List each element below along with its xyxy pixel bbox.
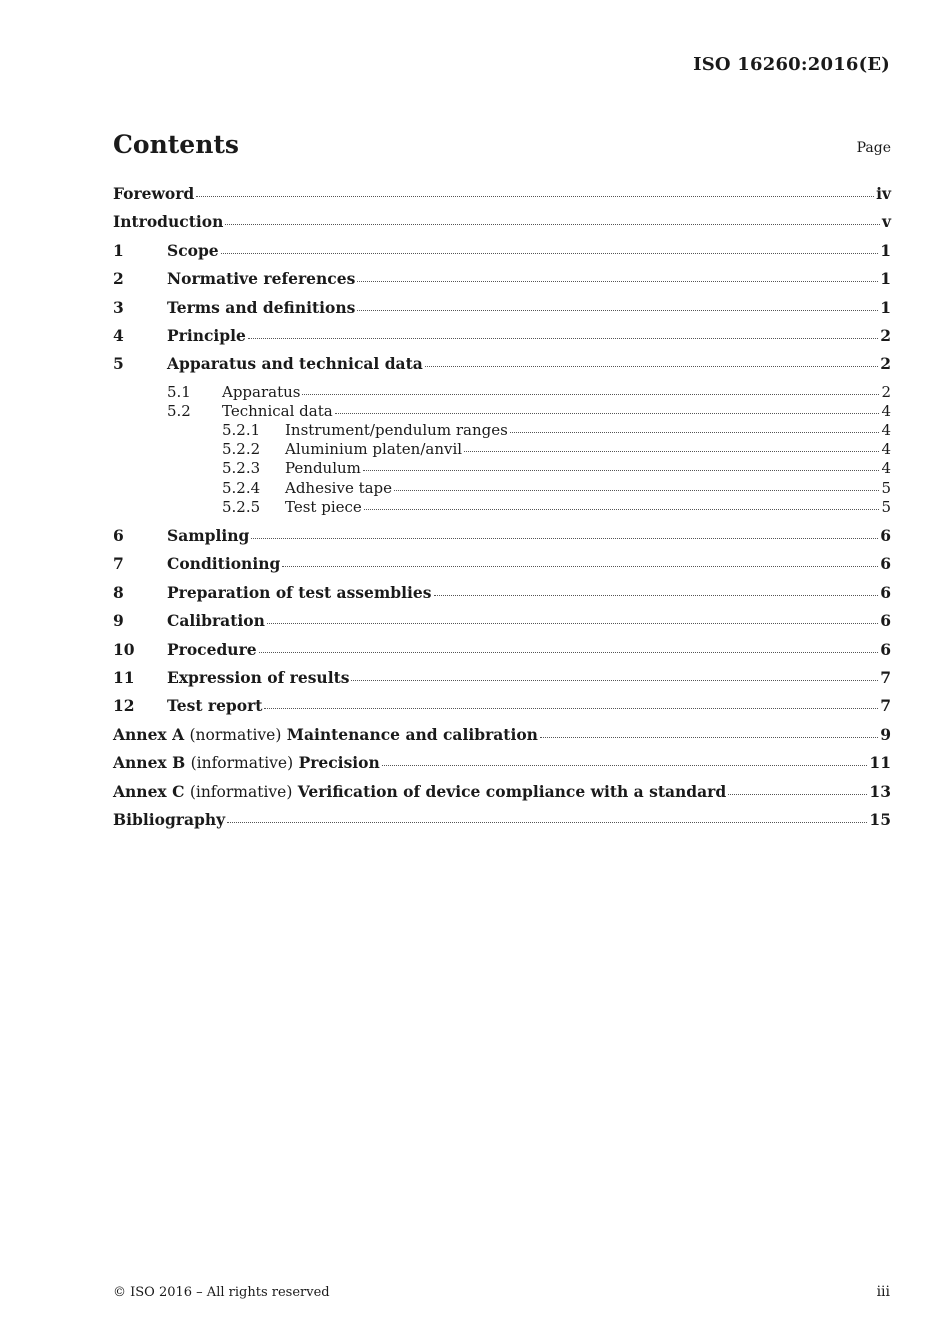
toc-entry[interactable]: [113, 402, 891, 421]
toc-entry-page: 13: [869, 781, 891, 801]
dot-leader: [357, 310, 878, 311]
dot-leader: [394, 490, 879, 491]
toc-entry-page: 1: [880, 297, 891, 317]
toc-entry-page: 1: [880, 269, 891, 289]
annex-label: Annex B: [113, 753, 186, 773]
toc-entry-page: 6: [880, 582, 891, 602]
toc-entry-page: 6: [880, 554, 891, 574]
toc-entry-number: 5.2.4: [222, 478, 261, 497]
toc-entry-page: 11: [869, 753, 891, 773]
dot-leader: [357, 281, 878, 282]
toc-entry-number: 5.1: [167, 382, 191, 401]
toc-entry-title: Introduction: [113, 212, 224, 232]
dot-leader: [728, 794, 867, 795]
toc-entry-number: 6: [113, 526, 124, 546]
toc-entry[interactable]: [113, 479, 891, 498]
toc-entry-title: [113, 782, 726, 801]
dot-leader: [251, 538, 878, 539]
toc-entry-page: 5: [881, 497, 891, 516]
dot-leader: [351, 680, 878, 681]
toc-entry-number: 2: [113, 269, 124, 289]
toc-entry-page: iv: [876, 184, 891, 203]
dot-leader: [425, 366, 878, 367]
toc-entry-page: 7: [880, 696, 891, 716]
annex-title: Maintenance and calibration: [286, 724, 538, 744]
dot-leader: [196, 196, 874, 197]
toc-entry[interactable]: [113, 753, 891, 781]
toc-entry-title: Normative references: [167, 269, 356, 289]
toc-entry-page: 2: [880, 354, 891, 374]
toc-entry[interactable]: [113, 611, 891, 639]
toc-entry-number: 8: [113, 582, 124, 602]
toc-entry[interactable]: [113, 810, 891, 838]
dot-leader: [225, 224, 880, 225]
toc-heading-row: [113, 130, 891, 159]
toc-entry-title: Sampling: [167, 526, 250, 546]
toc-entry[interactable]: [113, 583, 891, 611]
dot-leader: [302, 394, 879, 395]
toc-entry-title: [113, 725, 538, 744]
toc-entry-number: 11: [113, 668, 135, 687]
toc-entry-number: 3: [113, 297, 124, 317]
toc-entry-title: Technical data: [222, 401, 333, 420]
toc-entry-number: 5.2.3: [222, 459, 261, 478]
dot-leader: [267, 623, 878, 624]
toc-entry[interactable]: [113, 269, 891, 297]
toc-entry-title: Adhesive tape: [285, 478, 393, 497]
toc-entry-number: 4: [113, 325, 124, 345]
document-reference: ISO 16260:2016(E): [693, 54, 890, 75]
toc-entry-number: 5.2: [167, 401, 191, 420]
toc-entry-number: 5.2.5: [222, 497, 261, 516]
dot-leader: [227, 822, 867, 823]
page-number: iii: [876, 1284, 890, 1300]
dot-leader: [335, 413, 880, 414]
dot-leader: [540, 737, 878, 738]
toc-entry-number: 7: [113, 554, 124, 574]
toc-entry[interactable]: [113, 326, 891, 354]
toc-entry-title: Apparatus: [222, 382, 301, 401]
toc-entry[interactable]: [113, 554, 891, 582]
toc-entry[interactable]: [113, 668, 891, 696]
dot-leader: [221, 253, 879, 254]
annex-label: Annex A: [113, 724, 185, 744]
toc-entry[interactable]: [113, 526, 891, 554]
annex-type: (informative): [189, 782, 293, 801]
toc-entry[interactable]: [113, 421, 891, 440]
toc-entry[interactable]: [113, 212, 891, 240]
toc-entry-title: [113, 753, 380, 772]
toc-entry-page: 6: [880, 611, 891, 631]
toc-entry[interactable]: [113, 383, 891, 402]
toc-entry-page: 4: [881, 459, 891, 478]
toc-entry-page: 9: [880, 724, 891, 744]
toc-entry[interactable]: [113, 241, 891, 269]
toc-entry-page: 6: [880, 639, 891, 659]
toc-entry-number: 5.2.2: [222, 440, 261, 459]
toc-entry[interactable]: [113, 782, 891, 810]
toc-entry-title: Procedure: [167, 639, 257, 659]
toc-entry-title: Pendulum: [285, 459, 361, 478]
toc-entry-title: Preparation of test assemblies: [167, 582, 432, 602]
toc-entry-title: Test piece: [285, 497, 362, 516]
toc-entry-title: Calibration: [167, 611, 265, 631]
toc-entry-title: Instrument/pendulum ranges: [285, 421, 508, 440]
toc-entry-page: 1: [880, 240, 891, 260]
toc-entry-title: Scope: [167, 240, 219, 260]
toc-entry[interactable]: [113, 184, 891, 212]
toc-entry-page: 4: [881, 440, 891, 459]
toc-entry-number: 5.2.1: [222, 421, 261, 440]
toc-entry[interactable]: [113, 459, 891, 478]
toc-entry-number: 5: [113, 354, 124, 374]
toc-entry-page: 7: [880, 668, 891, 687]
toc-entry-title: Aluminium platen/anvil: [285, 440, 463, 459]
dot-leader: [259, 652, 879, 653]
dot-leader: [364, 509, 880, 510]
toc-entry-number: 1: [113, 240, 124, 260]
dot-leader: [510, 432, 880, 433]
annex-title: Verification of device compliance with a standard: [297, 781, 727, 801]
toc-entry-title: Terms and definitions: [167, 297, 356, 317]
annex-type: (normative): [189, 725, 282, 744]
toc-entry[interactable]: [113, 298, 891, 326]
toc-entry-title: Test report: [167, 696, 263, 716]
dot-leader: [464, 451, 879, 452]
table-of-contents: [113, 184, 891, 838]
toc-entry[interactable]: [113, 354, 891, 382]
toc-entry-page: 15: [869, 809, 891, 829]
toc-entry[interactable]: [113, 440, 891, 459]
toc-entry[interactable]: [113, 696, 891, 724]
toc-entry[interactable]: [113, 640, 891, 668]
dot-leader: [264, 708, 878, 709]
toc-entry-title: Expression of results: [167, 668, 350, 687]
page-column-label: Page: [856, 140, 891, 156]
toc-entry-page: v: [881, 212, 891, 232]
toc-entry-page: 2: [880, 325, 891, 345]
toc-entry-number: 9: [113, 611, 124, 631]
dot-leader: [363, 470, 880, 471]
toc-entry-title: Conditioning: [167, 554, 281, 574]
toc-entry-page: 4: [881, 401, 891, 420]
toc-entry-number: 10: [113, 639, 135, 659]
toc-entry[interactable]: [113, 498, 891, 517]
toc-entry[interactable]: [113, 725, 891, 753]
toc-entry-page: 6: [880, 526, 891, 546]
toc-entry-title: Foreword: [113, 184, 195, 203]
dot-leader: [382, 765, 868, 766]
toc-entry-page: 4: [881, 421, 891, 440]
toc-entry-title: Principle: [167, 325, 246, 345]
annex-label: Annex C: [113, 781, 185, 801]
toc-title: Contents: [113, 130, 240, 159]
annex-type: (informative): [190, 754, 294, 773]
dot-leader: [282, 566, 878, 567]
dot-leader: [248, 338, 878, 339]
toc-entry-title: Apparatus and technical data: [167, 354, 423, 374]
toc-entry-page: 5: [881, 478, 891, 497]
toc-entry-page: 2: [881, 382, 891, 401]
toc-entry-title: Bibliography: [113, 809, 226, 829]
annex-title: Precision: [298, 753, 380, 773]
dot-leader: [434, 595, 879, 596]
copyright-notice: © ISO 2016 – All rights reserved: [113, 1285, 330, 1300]
toc-entry-number: 12: [113, 696, 135, 716]
